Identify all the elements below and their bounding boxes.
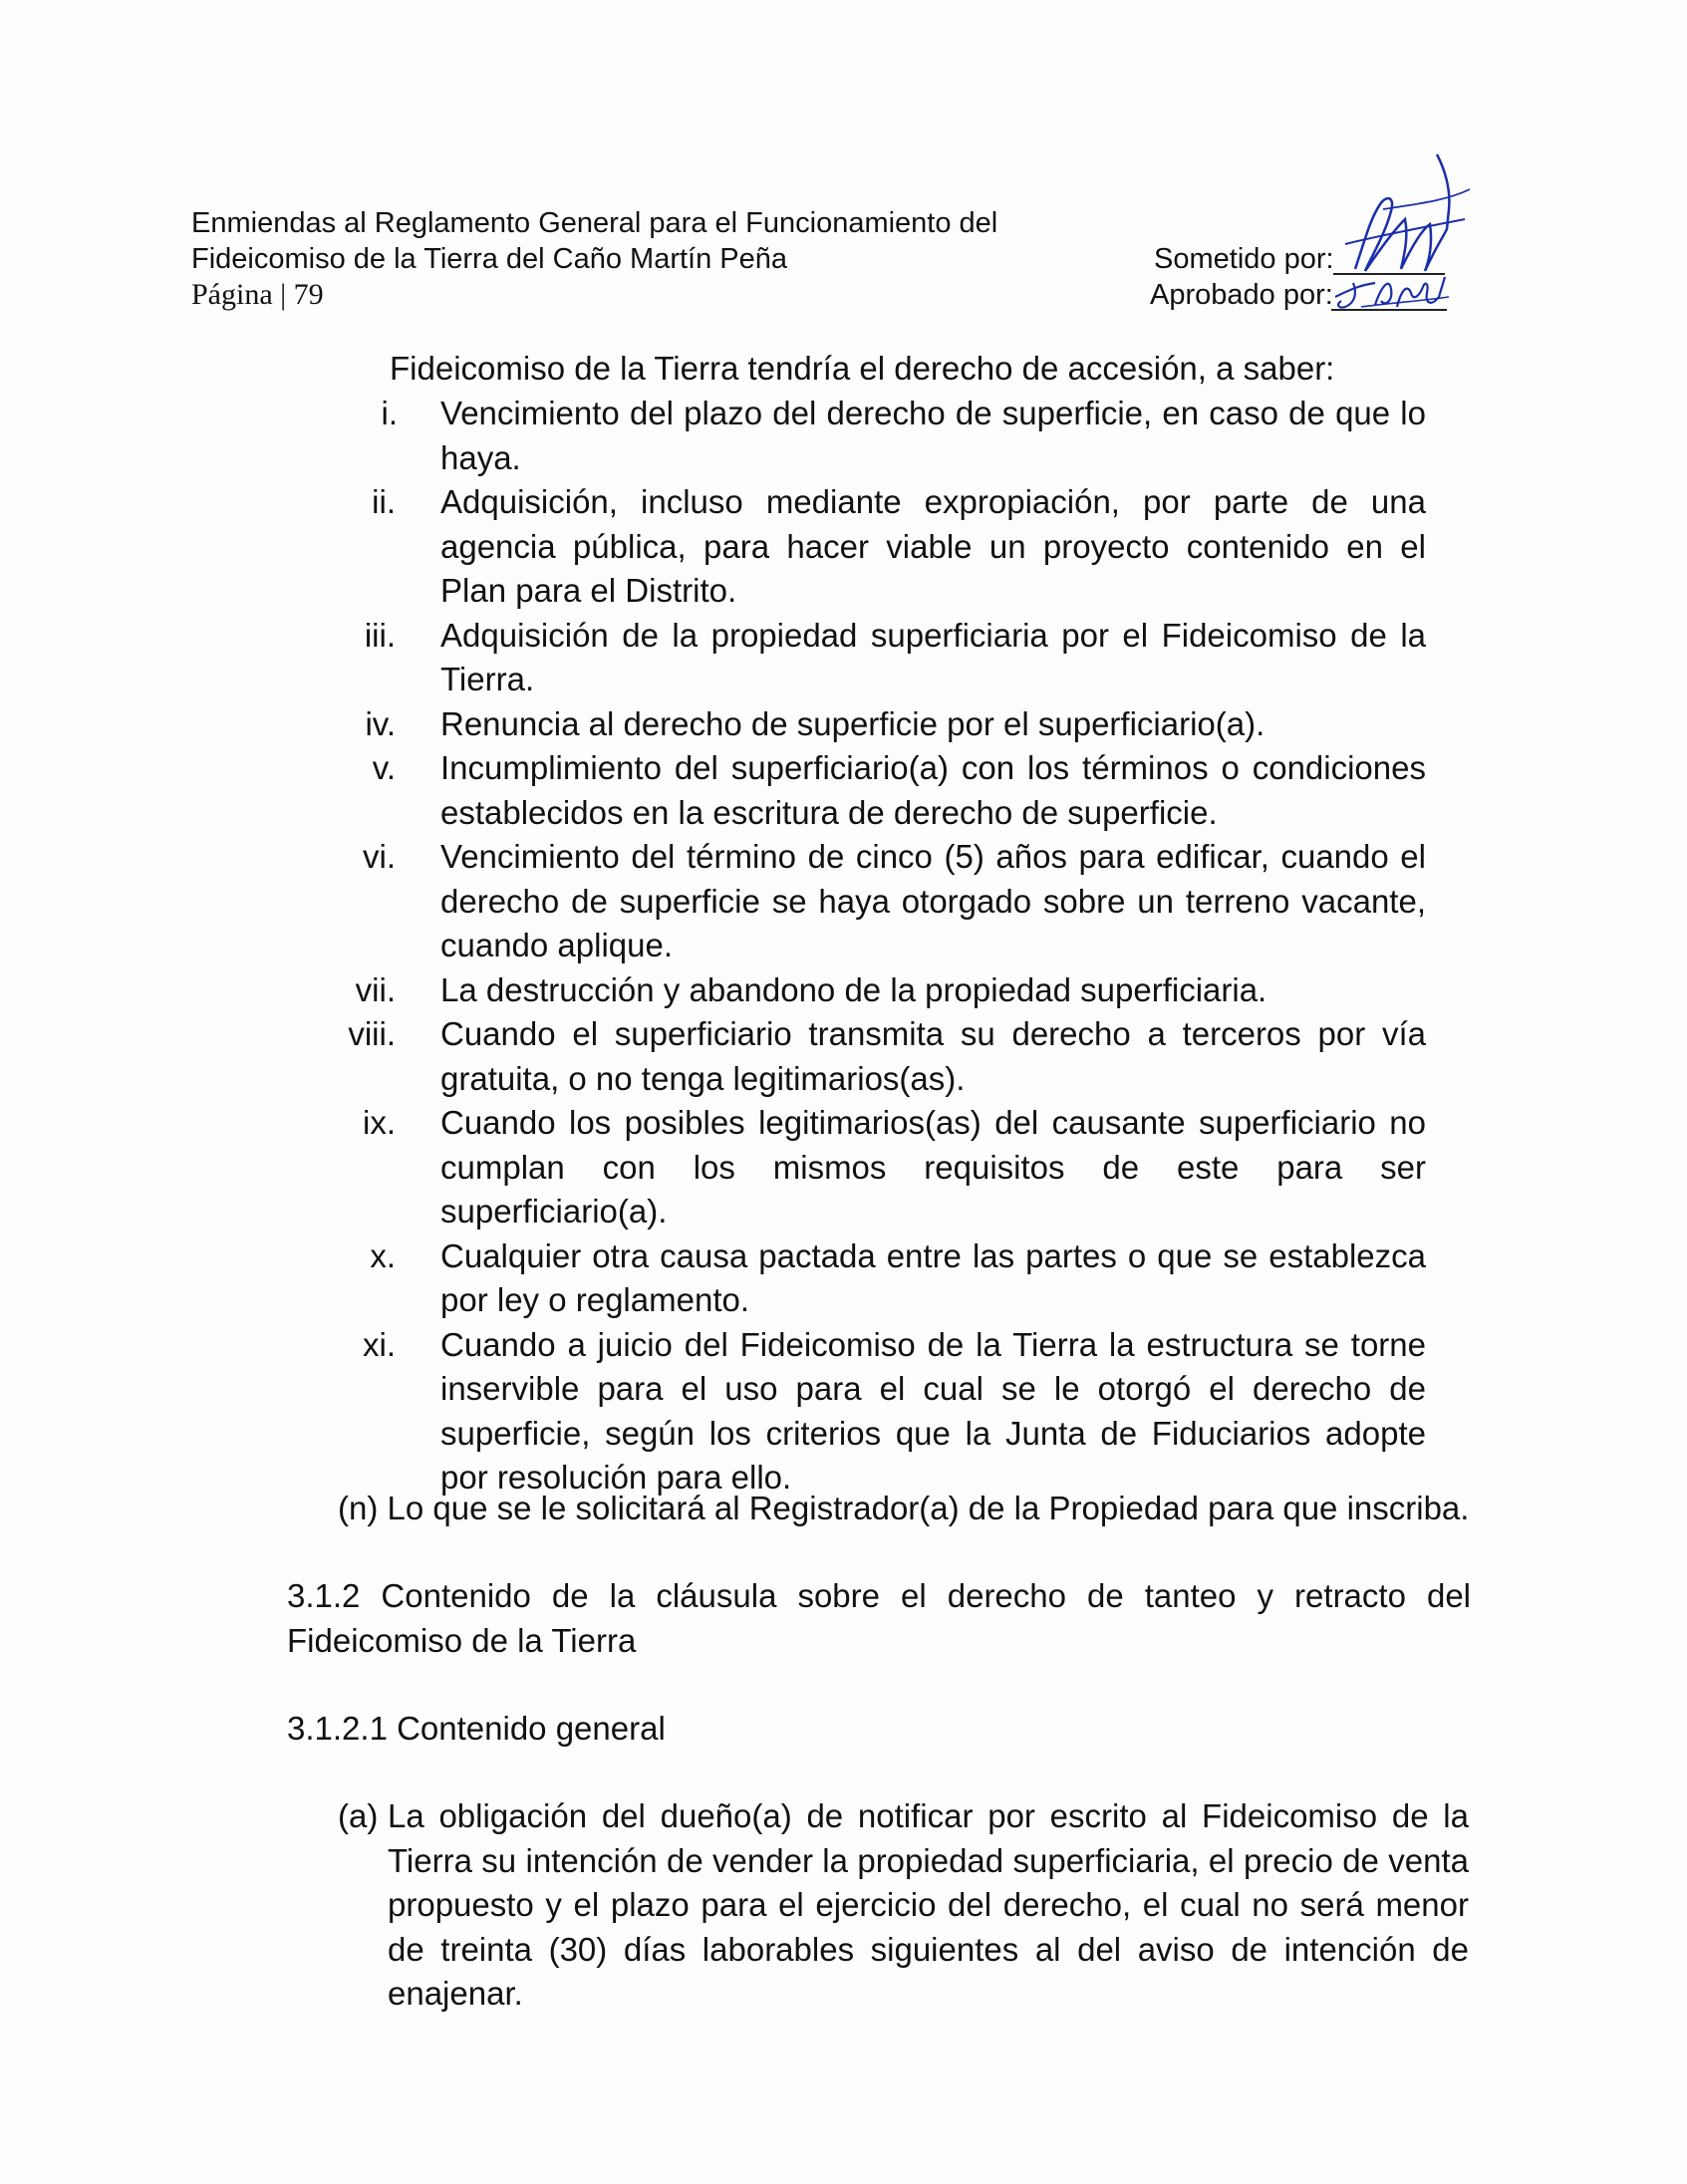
- list-item: [299, 746, 1475, 835]
- submitted-signature: [1325, 149, 1475, 284]
- intro-text: Fideicomiso de la Tierra tendría el derecho de accesión, a saber:: [390, 350, 1335, 387]
- section-3-1-2-line2: Fideicomiso de la Tierra: [287, 1621, 637, 1659]
- page-number: Página | 79: [191, 278, 324, 311]
- list-item-text: Renuncia al derecho de superficie por el superficiario(a).: [440, 704, 1265, 742]
- list-item: [299, 480, 1475, 614]
- paragraph-n: (n) Lo que se le solicitará al Registrador(a) de la Propiedad para que inscriba.: [338, 1490, 1470, 1526]
- list-item-text: Incumplimiento del superficiario(a) con los términos o condiciones establecidos en la escritura de derecho de superficie.: [440, 749, 1426, 831]
- list-item-number: iv.: [365, 704, 396, 742]
- header-title-line2: Fideicomiso de la Tierra del Caño Martín Peña: [191, 243, 788, 275]
- list-item-text: Adquisición, incluso mediante expropiación, por parte de una agencia pública, para hacer viable un proyecto contenido en el Plan para el Distrito.: [440, 483, 1426, 609]
- list-item: [299, 835, 1475, 968]
- list-item: [299, 614, 1475, 702]
- list-item-number: v.: [372, 749, 396, 786]
- list-item: [299, 702, 1475, 747]
- list-item-text: Adquisición de la propiedad superficiaria por el Fideicomiso de la Tierra.: [440, 616, 1426, 697]
- list-item-text: Cuando a juicio del Fideicomiso de la Tierra la estructura se torne inservible para el uso para el cual se le otorgó el derecho de superficie, según los criterios que la Junta de Fiduciarios adopte por resolución para ello.: [440, 1325, 1426, 1496]
- approved-by-label: Aprobado por:: [1150, 279, 1333, 311]
- list-item-number: x.: [370, 1236, 396, 1274]
- list-item-text: Cuando el superficiario transmita su derecho a terceros por vía gratuita, o no tenga legitimarios(as).: [440, 1015, 1426, 1097]
- list-item: [299, 1012, 1475, 1101]
- section-3-1-2-1-heading: 3.1.2.1 Contenido general: [287, 1710, 666, 1747]
- list-item: [299, 1101, 1475, 1234]
- list-item: [299, 1234, 1475, 1323]
- section-3-1-2-heading: [287, 1574, 1471, 1663]
- list-item-number: viii.: [348, 1015, 396, 1052]
- paragraph-a-text: La obligación del dueño(a) de notificar por escrito al Fideicomiso de la Tierra su intención de vender la propiedad superficiaria, el precio de venta propuesto y el plazo para el ejercicio del derecho, el cual no será menor de treinta (30) días laborables siguientes al del aviso de intención de enajenar.: [388, 1797, 1469, 2012]
- list-item-number: i.: [381, 395, 398, 431]
- list-item: [299, 968, 1475, 1013]
- accession-list: [299, 392, 1475, 1501]
- header-title-line1: Enmiendas al Reglamento General para el Funcionamiento del: [191, 207, 998, 239]
- list-item: [299, 392, 1475, 480]
- approved-signature: [1331, 267, 1451, 313]
- list-item-number: vi.: [363, 838, 396, 875]
- list-item: [299, 1323, 1475, 1501]
- paragraph-a: [338, 1794, 1471, 2017]
- list-item-text: Vencimiento del plazo del derecho de superficie, en caso de que lo haya.: [440, 395, 1426, 476]
- list-item-text: Cuando los posibles legitimarios(as) del causante superficiario no cumplan con los mismos requisitos de este para ser superficiario(a).: [440, 1104, 1426, 1229]
- paragraph-a-label: (a): [338, 1797, 379, 1834]
- list-item-number: vii.: [355, 970, 396, 1008]
- list-item-number: ix.: [363, 1104, 396, 1141]
- submitted-by-label: Sometido por:: [1154, 243, 1334, 275]
- list-item-text: Vencimiento del término de cinco (5) años para edificar, cuando el derecho de superficie se haya otorgado sobre un terreno vacante, cuando aplique.: [440, 838, 1426, 963]
- list-item-number: ii.: [372, 483, 396, 520]
- list-item-text: Cualquier otra causa pactada entre las partes o que se establezca por ley o reglamento.: [440, 1236, 1426, 1318]
- list-item-number: xi.: [363, 1325, 396, 1363]
- list-item-number: iii.: [364, 616, 396, 654]
- list-item-text: La destrucción y abandono de la propiedad superficiaria.: [440, 970, 1267, 1008]
- section-3-1-2-line1: 3.1.2 Contenido de la cláusula sobre el derecho de tanteo y retracto del: [287, 1577, 1471, 1614]
